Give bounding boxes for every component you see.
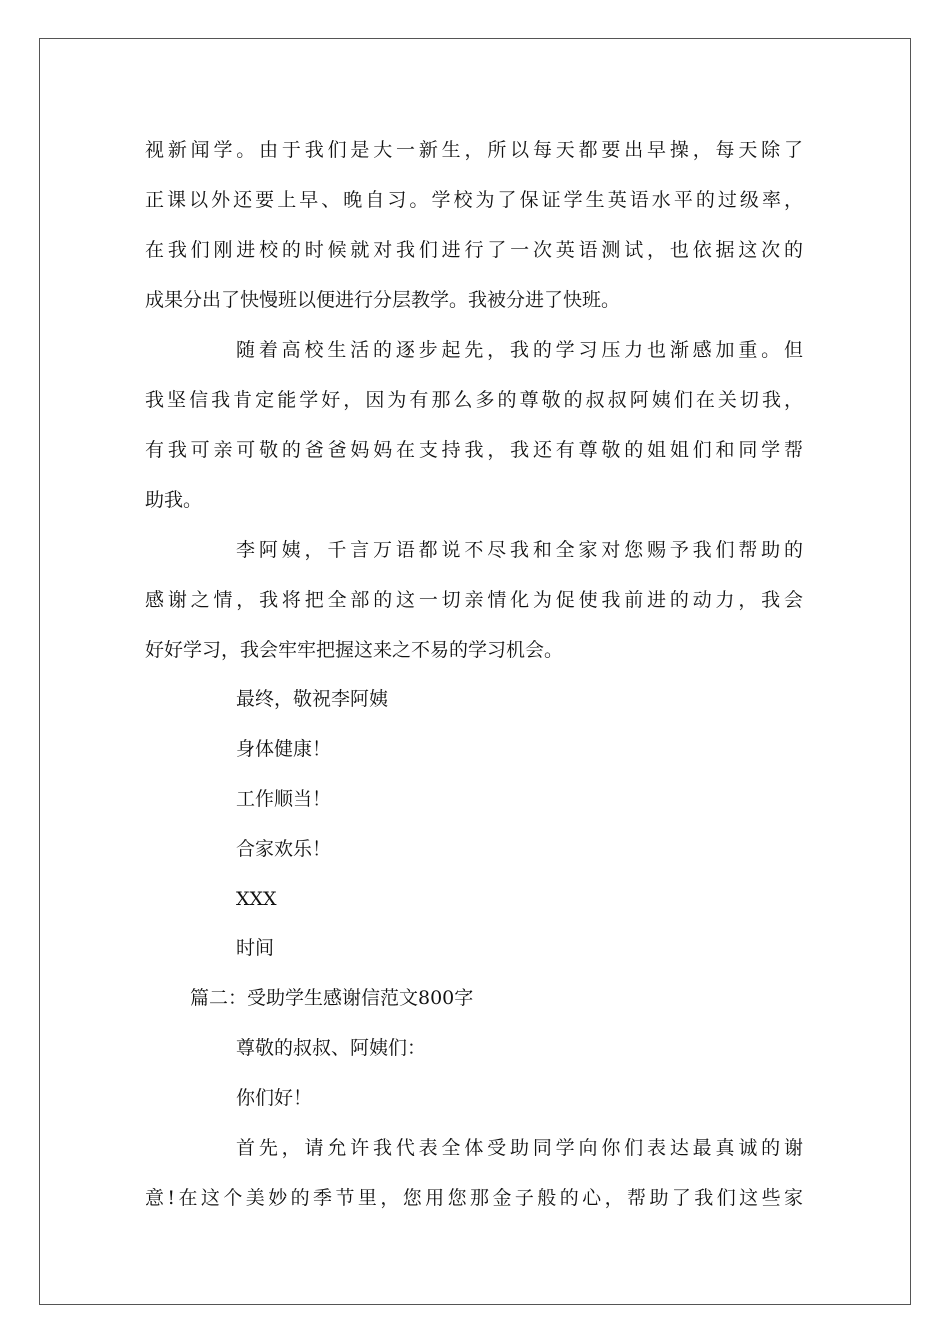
text-line: 视新闻学。由于我们是大一新生，所以每天都要出早操，每天除了 <box>145 139 803 161</box>
text-line: 首先，请允许我代表全体受助同学向你们表达最真诚的谢 <box>236 1137 803 1159</box>
text-line: 我坚信我肯定能学好，因为有那么多的尊敬的叔叔阿姨们在关切我， <box>145 389 803 411</box>
closing-line: 合家欢乐！ <box>236 838 332 860</box>
text-line: 李阿姨，千言万语都说不尽我和全家对您赐予我们帮助的 <box>236 539 803 561</box>
page-border <box>39 38 911 1305</box>
closing-line: 工作顺当！ <box>236 788 332 810</box>
signature: XXX <box>236 888 277 910</box>
text-line: 意!在这个美妙的季节里，您用您那金子般的心，帮助了我们这些家 <box>145 1187 803 1209</box>
salutation: 尊敬的叔叔、阿姨们： <box>236 1037 427 1059</box>
text-line: 正课以外还要上早、晚自习。学校为了保证学生英语水平的过级率， <box>145 189 803 211</box>
section-heading: 篇二：受助学生感谢信范文800字 <box>190 987 474 1009</box>
greeting: 你们好！ <box>236 1087 313 1109</box>
text-line: 助我。 <box>145 489 203 511</box>
text-line: 成果分出了快慢班以便进行分层教学。我被分进了快班。 <box>145 289 621 311</box>
date-line: 时间 <box>236 937 275 959</box>
text-line: 随着高校生活的逐步起先，我的学习压力也渐感加重。但 <box>236 339 803 361</box>
text-line: 感谢之情，我将把全部的这一切亲情化为促使我前进的动力，我会 <box>145 589 803 611</box>
text-line: 好好学习，我会牢牢把握这来之不易的学习机会。 <box>145 639 564 661</box>
text-line: 在我们刚进校的时候就对我们进行了一次英语测试，也依据这次的 <box>145 239 803 261</box>
closing-line: 身体健康！ <box>236 738 332 760</box>
text-line: 有我可亲可敬的爸爸妈妈在支持我，我还有尊敬的姐姐们和同学帮 <box>145 439 803 461</box>
closing-line: 最终，敬祝李阿姨 <box>236 688 389 710</box>
